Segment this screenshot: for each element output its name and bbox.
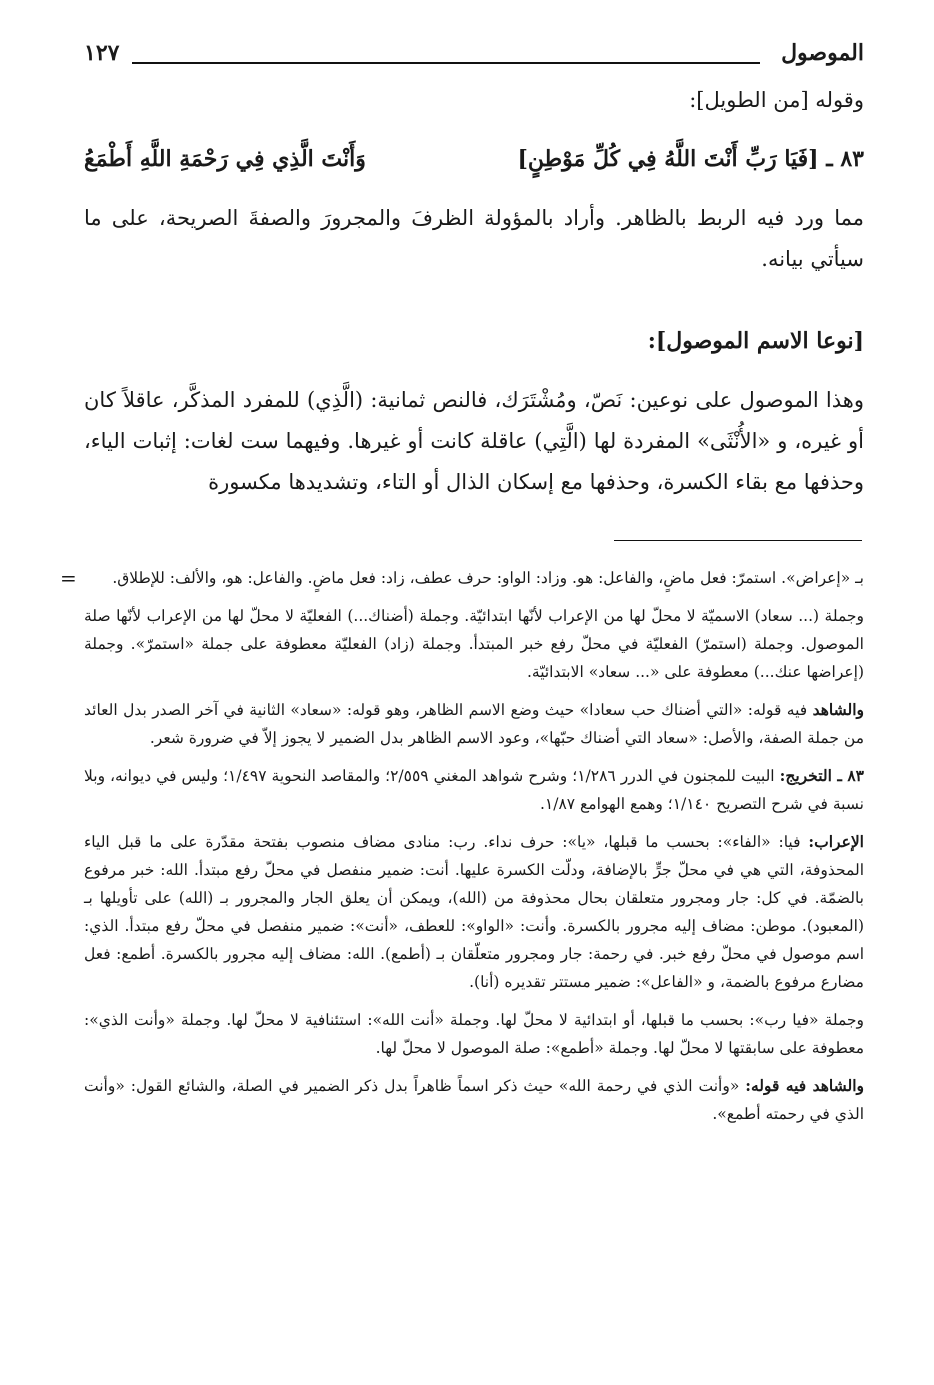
footnote-4 [84, 762, 864, 818]
footnote-3-text: فيه قوله: «التي أضناك حب سعادا» حيث وضع الاسم الظاهر، وهو قوله: «سعاد» الثانية في آخر الصدر بدل العائد من جملة الصفة، والأصل: «سعاد التي أضناك حبّها»، وعود الاسم الظاهر بدل الضمير لا يجوز إلاّ في ضرورة شعر. [84, 701, 864, 747]
running-header [84, 40, 864, 70]
paragraph-1: مما ورد فيه الربط بالظاهر. وأراد بالمؤولة الظرفَ والمجرورَ والصفةَ الصريحة، على ما سيأتي بيانه. [84, 206, 864, 271]
footnote-7 [84, 1072, 864, 1128]
footnote-4-text: البيت للمجنون في الدرر ١/٢٨٦؛ وشرح شواهد المغني ٢/٥٥٩؛ والمقاصد النحوية ١/٤٩٧؛ وليس في ديوانه، وبلا نسبة في شرح التصريح ١/١٤٠؛ وهمع الهوامع ١/٨٧. [84, 767, 864, 813]
header-rule [132, 62, 760, 64]
footnote-continuation-marker: = [60, 566, 77, 590]
footnotes [84, 564, 864, 1138]
footnote-5-text: فيا: «الفاء»: بحسب ما قبلها، «يا»: حرف نداء. رب: منادى مضاف منصوب بفتحة مقدّرة على ما قبل الياء المحذوفة، التي هي في محلّ جرٍّ بالإضافة، ودلّت الكسرة عليها. أنت: ضمير منفصل في محلّ رفع مبتدأ. الله: خبر مرفوع بالضمّة. في كل: جار ومجرور متعلقان بحال محذوفة من (الله)، ويمكن أن يعلق الجار والمجرور بـ (الله) على تأويلها بـ (المعبود). موطن: مضاف إليه مجرور بالكسرة. وأنت: «الواو»: للعطف، «أنت»: ضمير منفصل في محلّ رفع مبتدأ. الذي: اسم موصول في محلّ رفع خبر. في رحمة: جار ومجرور متعلّقان بـ (أطمع). الله: مضاف إليه مجرور بالكسرة. أطمع: فعل مضارع مرفوع بالضمة، و «الفاعل»: ضمير مستتر تقديره (أنا). [84, 833, 864, 991]
footnote-6: وجملة «فيا رب»: بحسب ما قبلها، أو ابتدائية لا محلّ لها. وجملة «أنت الله»: استئنافية لا محلّ لها. وجملة «وأنت الذي»: معطوفة على سابقتها لا محلّ لها. وجملة «أطمع»: صلة الموصول لا محلّ لها. [84, 1011, 864, 1057]
paragraph-2: وهذا الموصول على نوعين: نَصّ، ومُشْتَرَك، فالنص ثمانية: (الَّذِي) للمفرد المذكَّر، عاقلاً كان أو غيره، و «الأُنْثَى» المفردة لها (الَّتِي) عاقلة كانت أو غيرها. وفيهما ست لغات: إثبات الياء، وحذفها مع بقاء الكسرة، وحذفها مع إسكان الذال أو التاء، وتشديدها مكسورة [84, 388, 864, 494]
verse-first-hemistich: ٨٣ ـ [فَيَا رَبِّ أَنْتَ اللَّهُ فِي كُلِّ مَوْطِنٍ] [517, 146, 864, 172]
footnote-3-lead: والشاهد [812, 700, 864, 719]
footnote-2: وجملة (... سعاد) الاسميّة لا محلّ لها من الإعراب لأنّها ابتدائيّة. وجملة (أضناك...) الفعليّة لا محلّ لها من الإعراب لأنّها صلة الموصول. وجملة (استمرّ) الفعليّة في محلّ رفع خبر المبتدأ. وجملة (زاد) الفعليّة معطوفة على جملة «استمرّ». وجملة (إعراضها عنك...) معطوفة على «... سعاد» الابتدائيّة. [84, 607, 864, 681]
verse-line [84, 146, 864, 186]
footnote-5 [84, 828, 864, 996]
footnote-7-text: «وأنت الذي في رحمة الله» حيث ذكر اسماً ظاهراً بدل ذكر الضمير في الصلة، والشائع القول: «وأنت الذي في رحمته أطمع». [84, 1077, 864, 1123]
paragraph-2-block [84, 380, 864, 503]
footnote-separator [614, 540, 862, 541]
footnote-4-lead: ٨٣ ـ التخريج: [779, 766, 864, 785]
verse-intro: وقوله [من الطويل]: [689, 88, 864, 112]
chapter-title: الموصول [781, 40, 864, 66]
paragraph-1-block [84, 198, 864, 280]
footnote-5-lead: الإعراب: [808, 832, 864, 851]
footnote-3 [84, 696, 864, 752]
page-number: ١٢٧ [84, 40, 120, 66]
footnote-1: بـ «إعراض». استمرّ: فعل ماضٍ، والفاعل: هو. وزاد: الواو: حرف عطف، زاد: فعل ماضٍ. والفاعل: هو، والألف: للإطلاق. [112, 569, 864, 587]
footnote-7-lead: والشاهد فيه قوله: [745, 1076, 864, 1095]
section-heading: [نوعا الاسم الموصول]: [647, 328, 864, 354]
verse-second-hemistich: وَأَنْتَ الَّذِي فِي رَحْمَةِ اللَّهِ أَطْمَعُ [84, 146, 366, 172]
